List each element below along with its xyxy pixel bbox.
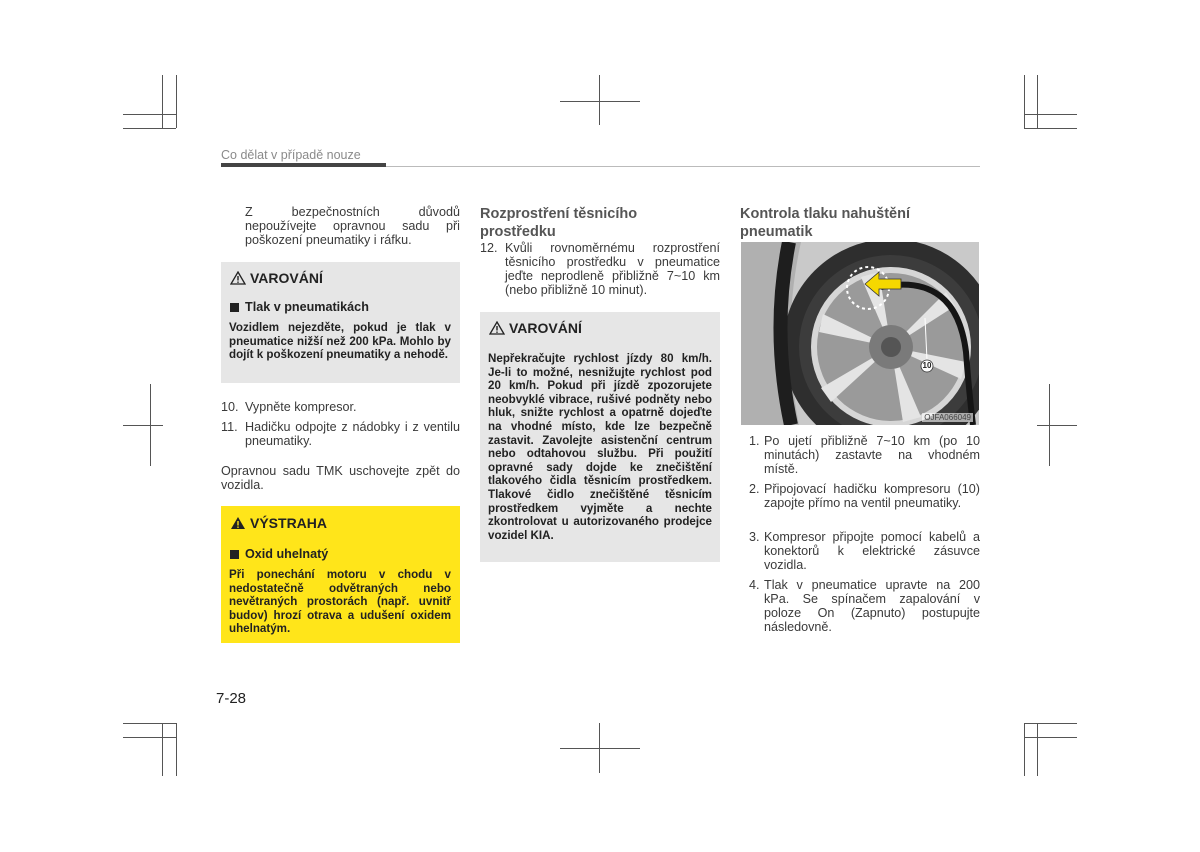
section-header: Co dělat v případě nouze — [221, 148, 361, 162]
step-number: 2. — [749, 482, 760, 496]
warning-title — [230, 270, 323, 286]
image-code: OJFA066049 — [924, 413, 971, 422]
section-title-sealant: Rozprostření těsnicího prostředku — [480, 206, 638, 240]
warning-body: Nepřekračujte rychlost jízdy 80 km/h. Je-li to možné, nesnižujte rychlost pod 20 km/h. Pokud při jízdě zpozorujete neobvyklé vibrace, rušivé podněty nebo hluk, snižte rychlost a opatrně dojeďte na vhodné místo, kde lze bezpečně zastavit. Zavolejte asistenční centrum nebo odtahovou službu. Při použití opravné sady dojde ke znečištění tlakového čidla těsnicím prostředkem. Tlakové čidlo znečištěné těsnicím prostředkem vyjměte a nechte zkontrolovat u autorizovaného prodejce vozidel KIA. — [488, 352, 712, 542]
intro-paragraph: Z bezpečnostních důvodů nepoužívejte opravnou sadu při poškození pneumatiky i ráfku. — [245, 205, 460, 247]
warning-subtitle-text: Tlak v pneumatikách — [245, 300, 369, 314]
danger-subtitle-text: Oxid uhelnatý — [245, 547, 329, 561]
warning-title — [489, 320, 582, 336]
warning-triangle-icon — [489, 321, 505, 335]
warning-triangle-icon — [230, 271, 246, 285]
check-step-2 — [749, 482, 980, 524]
step-number: 12. — [480, 241, 498, 255]
header-bar — [221, 163, 386, 167]
check-step-3 — [749, 530, 980, 572]
danger-title-text: VÝSTRAHA — [250, 515, 328, 531]
step-text: Hadičku odpojte z nádobky i z ventilu pneumatiky. — [245, 420, 460, 448]
danger-title — [230, 515, 327, 531]
warning-body: Vozidlem nejezděte, pokud je tlak v pneumatice nižší než 200 kPa. Mohlo by dojít k poškození pneumatiky a nehodě. — [229, 321, 451, 362]
square-bullet-icon — [230, 303, 239, 312]
warning-title-text: VAROVÁNÍ — [509, 320, 582, 336]
danger-triangle-icon — [230, 516, 246, 530]
step-text: Kompresor připojte pomocí kabelů a konektorů k elektrické zásuvce vozidla. — [764, 530, 980, 572]
tyre-illustration — [741, 242, 979, 425]
tyre-compressor-photo — [741, 242, 979, 425]
square-bullet-icon — [230, 550, 239, 559]
page-number: 7-28 — [216, 690, 247, 707]
step-number: 1. — [749, 434, 760, 448]
step-10 — [221, 400, 460, 414]
step-text: Kvůli rovnoměrnému rozprostření těsnicího prostředku v pneumatice jeďte neprodleně přibližně 7~10 km (nebo přibližně 10 minut). — [505, 241, 720, 297]
danger-body: Při ponechání motoru v chodu v nedostatečně odvětraných nebo nevětraných prostorách (např. uvnitř budov) hrozí otrava a udušení oxidem uhelnatým. — [229, 568, 451, 636]
danger-box-carbon-monoxide — [221, 506, 460, 643]
step-number: 10. — [221, 400, 239, 414]
step-text: Tlak v pneumatice upravte na 200 kPa. Se spínačem zapalování v poloze On (Zapnuto) postupujte následovně. — [764, 578, 980, 634]
warning-box-speed — [480, 312, 720, 562]
step-number: 3. — [749, 530, 760, 544]
warning-title-text: VAROVÁNÍ — [250, 270, 323, 286]
step-11 — [221, 420, 460, 448]
step-number: 4. — [749, 578, 760, 592]
step-text: Po ujetí přibližně 7~10 km (po 10 minutách) zastavte na vhodném místě. — [764, 434, 980, 476]
storage-note: Opravnou sadu TMK uschovejte zpět do vozidla. — [221, 464, 460, 492]
step-text: Vypněte kompresor. — [245, 400, 357, 414]
callout-label-10: 10 — [922, 361, 932, 370]
step-text: Připojovací hadičku kompresoru (10) zapojte přímo na ventil pneumatiky. — [764, 482, 980, 510]
section-title-pressure-check: Kontrola tlaku nahuštění pneumatik — [740, 206, 910, 240]
step-12 — [480, 241, 720, 297]
check-step-4 — [749, 578, 980, 634]
danger-subtitle — [230, 547, 328, 561]
header-rule — [386, 166, 980, 167]
warning-box-tyre-pressure — [221, 262, 460, 383]
step-number: 11. — [221, 420, 238, 434]
check-step-1 — [749, 434, 980, 476]
warning-subtitle — [230, 300, 369, 314]
